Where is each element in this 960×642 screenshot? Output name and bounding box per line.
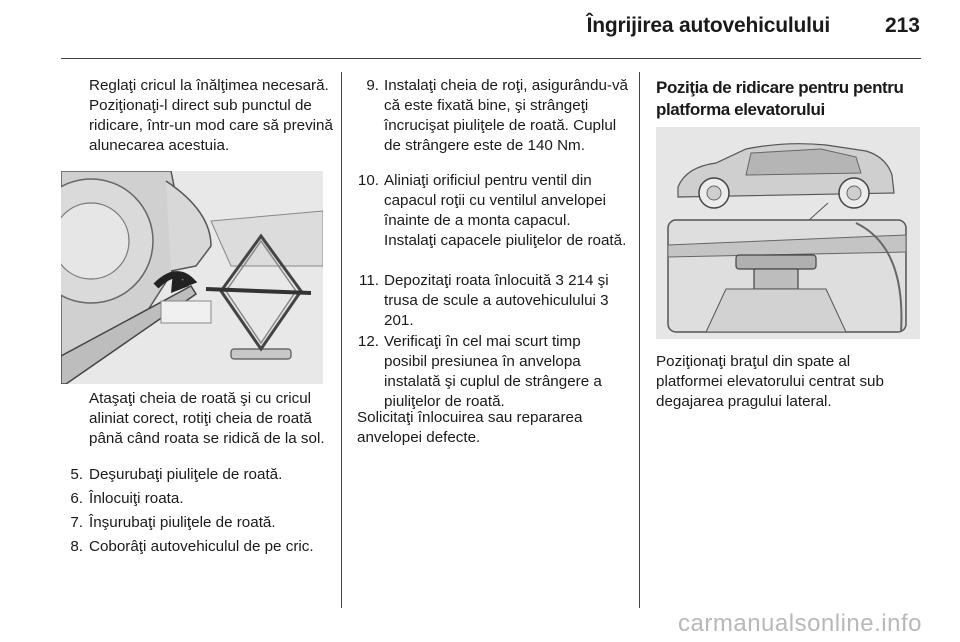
list-item-number: 7. — [70, 514, 83, 531]
after-image-paragraph: Ataşaţi cheia de roată şi cu cricul aliniat corect, rotiţi cheia de roată până când roata se ridică de la sol. — [89, 390, 325, 447]
intro-paragraph: Reglaţi cricul la înălţimea necesară. Poziţionaţi-l direct sub punctul de ridicare, într-un mod care să prevină alunecarea acestuia. — [89, 77, 333, 154]
list-item — [61, 465, 336, 485]
section-heading: Poziţia de ridicare pentru pentru platforma elevatorului — [656, 78, 904, 119]
list-item-text-start: Depozitaţi roata înlocuită — [384, 272, 552, 289]
list-item — [357, 76, 629, 166]
lift-drawing — [656, 127, 920, 339]
list-item-extra: Instalaţi capacele piuliţelor de roată. — [384, 232, 627, 249]
page-number: 213 — [884, 14, 920, 37]
list-item-text: Înlocuiţi roata. — [89, 490, 184, 507]
page-ref-arrow-icon: 3 — [600, 292, 609, 309]
page-header-title: Îngrijirea autovehiculului — [586, 14, 830, 37]
list-item-text: Aliniaţi orificiul pentru ventil din capacul roţii cu ventilul anvelopei înainte de a monta capacul. — [384, 172, 607, 229]
lift-platform-illustration — [656, 127, 920, 339]
page-ref-link[interactable]: 214 şi trusa de scule a autovehiculului — [384, 272, 609, 309]
list-item-text: Coborâţi autovehiculul de pe cric. — [89, 538, 314, 555]
list-item-text: Înşurubaţi piuliţele de roată. — [89, 514, 276, 531]
jack-drawing — [61, 171, 323, 384]
list-item-number: 12. — [357, 333, 379, 350]
list-item-number: 10. — [357, 172, 379, 189]
list-item-number: 5. — [70, 466, 83, 483]
list-item — [61, 537, 336, 557]
list-item — [357, 271, 629, 331]
header-rule — [61, 58, 921, 59]
jack-illustration — [61, 171, 323, 384]
list-item-text: Instalaţi cheia de roţi, asigurându-vă că este fixată bine, şi strângeţi încrucişat piuliţele de roată. Cuplul de strângere este de 140 Nm. — [384, 77, 628, 154]
body-paragraph: Poziţionaţi braţul din spate al platformei elevatorului centrat sub degajarea pragului lateral. — [656, 353, 884, 410]
closing-paragraph: Solicitaţi înlocuirea sau repararea anvelopei defecte. — [357, 409, 583, 446]
page-ref-arrow-icon: 3 — [555, 272, 564, 289]
list-item-number: 8. — [70, 538, 83, 555]
list-item — [357, 171, 629, 266]
list-item — [357, 332, 629, 412]
column-divider-right — [639, 72, 640, 608]
list-item-number: 6. — [70, 490, 83, 507]
list-item — [61, 489, 336, 509]
watermark: carmanualsonline.info — [678, 610, 922, 637]
list-item — [61, 513, 336, 533]
list-item-text: Deşurubaţi piuliţele de roată. — [89, 466, 283, 483]
page-ref-link[interactable]: 201. — [384, 312, 414, 329]
column-divider-left — [341, 72, 342, 608]
list-item-number: 9. — [366, 77, 379, 94]
list-item-number: 11. — [359, 272, 379, 289]
list-item-text: Verificaţi în cel mai scurt timp posibil presiunea în anvelopa instalată şi cuplul de strângere a piuliţelor de roată. — [384, 333, 602, 410]
list-item-text — [384, 271, 629, 331]
